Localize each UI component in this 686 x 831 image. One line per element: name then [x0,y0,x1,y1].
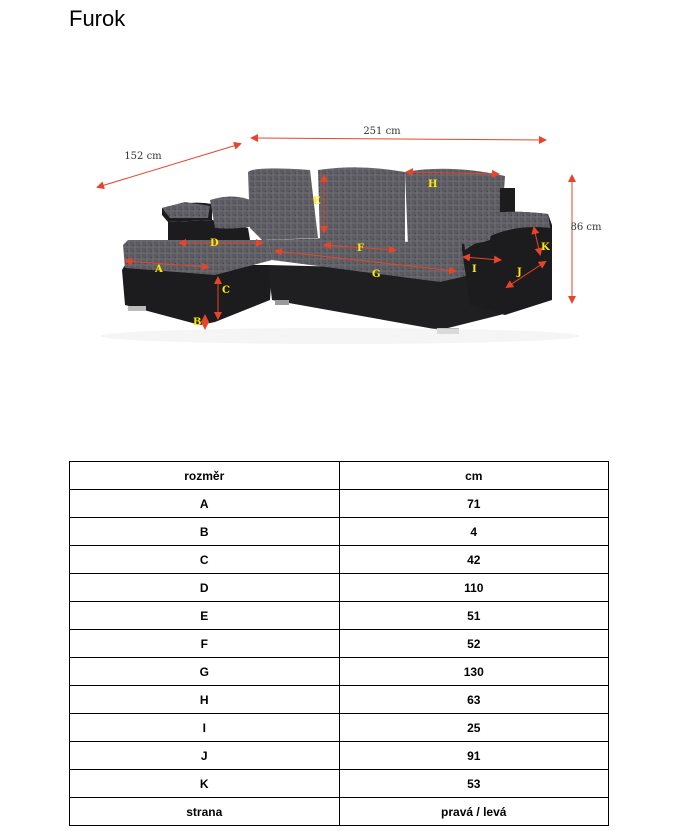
header-cell-dimension: rozměr [70,462,340,490]
sofa-illustration [100,167,580,344]
table-row [70,574,609,602]
width-label: 251 cm [363,126,401,137]
table-row [70,798,609,826]
table-row [70,742,609,770]
table-row [70,546,609,574]
letter-c: C [222,285,230,296]
dimension-cell: B [70,518,340,546]
letter-i: I [472,264,477,275]
value-cell: 25 [339,714,609,742]
value-cell: 110 [339,574,609,602]
value-cell: 130 [339,658,609,686]
table-row [70,714,609,742]
dimension-cell: G [70,658,340,686]
value-cell: 53 [339,770,609,798]
depth-label: 152 cm [124,151,162,162]
width-arrow [252,138,545,140]
table-row [70,686,609,714]
dimensions-table [69,461,609,826]
dimension-cell: D [70,574,340,602]
depth-arrow [98,144,240,187]
letter-h: H [428,179,438,190]
value-cell: 4 [339,518,609,546]
dimension-cell: I [70,714,340,742]
letter-j: J [517,267,522,278]
letter-a: A [155,264,163,275]
letter-e: E [313,196,321,207]
letter-b: B [193,317,202,328]
value-cell: 52 [339,630,609,658]
sofa-dimension-diagram [0,100,686,360]
dimension-cell: F [70,630,340,658]
header-cell-cm: cm [339,462,609,490]
dimension-cell: H [70,686,340,714]
dimension-cell: K [70,770,340,798]
value-cell: 91 [339,742,609,770]
table-row [70,630,609,658]
dimension-cell: A [70,490,340,518]
dimension-cell: J [70,742,340,770]
table-row [70,490,609,518]
dimension-cell: C [70,546,340,574]
value-cell: 71 [339,490,609,518]
table-row [70,658,609,686]
height-label: 86 cm [570,222,602,233]
letter-d: D [210,238,219,249]
table-row [70,602,609,630]
dimension-cell: strana [70,798,340,826]
value-cell: 42 [339,546,609,574]
letter-g: G [372,269,381,280]
letter-k: K [541,242,550,253]
table-row [70,518,609,546]
value-cell: 63 [339,686,609,714]
letter-f: F [357,243,365,254]
value-cell: pravá / levá [339,798,609,826]
table-header-row [70,462,609,490]
page-title: Furok [69,6,126,31]
dimension-cell: E [70,602,340,630]
table-row [70,770,609,798]
value-cell: 51 [339,602,609,630]
